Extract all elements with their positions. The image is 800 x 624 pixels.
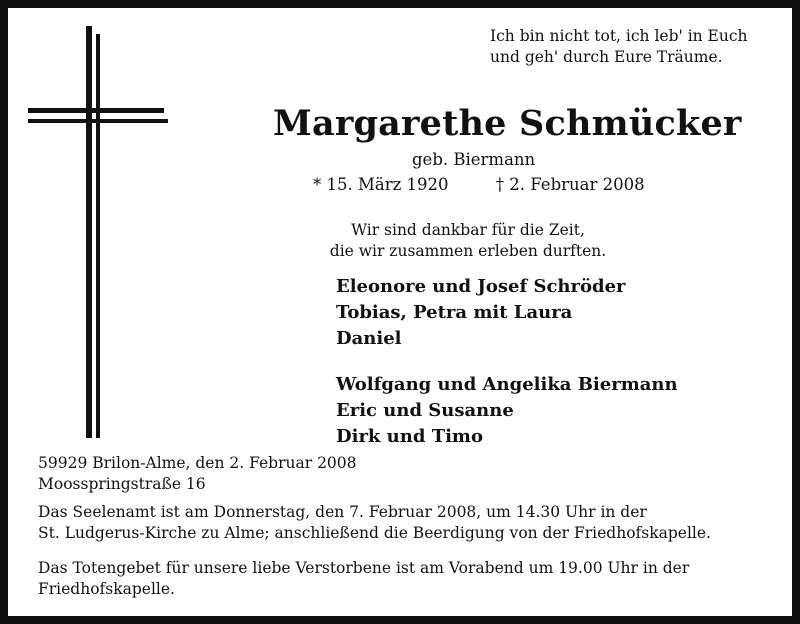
birth-date: * 15. März 1920 xyxy=(313,175,449,194)
quote-line: und geh' durch Eure Träume. xyxy=(490,48,723,66)
family-line: Wolfgang und Angelika Biermann xyxy=(336,374,678,395)
place-date-line: 59929 Brilon-Alme, den 2. Februar 2008 xyxy=(38,454,357,472)
family-line: Tobias, Petra mit Laura xyxy=(336,302,573,323)
born-name: geb. Biermann xyxy=(412,150,536,169)
cross-icon xyxy=(28,26,178,446)
address-line: Moosspringstraße 16 xyxy=(38,475,206,493)
family-line: Eric und Susanne xyxy=(336,400,514,421)
quote xyxy=(490,26,790,68)
quote-line: Ich bin nicht tot, ich leb' in Euch xyxy=(490,27,748,45)
thanks-text xyxy=(328,220,608,262)
life-dates xyxy=(313,175,645,194)
family-line: Dirk und Timo xyxy=(336,426,483,447)
family-line: Eleonore und Josef Schröder xyxy=(336,276,626,297)
service-info xyxy=(38,502,778,544)
service-line: St. Ludgerus-Kirche zu Alme; anschließend die Beerdigung von der Friedhofskapelle. xyxy=(38,524,711,542)
place-date xyxy=(38,453,778,495)
prayer-info xyxy=(38,558,778,600)
service-line: Das Seelenamt ist am Donnerstag, den 7. Februar 2008, um 14.30 Uhr in der xyxy=(38,503,647,521)
family-line: Daniel xyxy=(336,328,402,349)
death-date: † 2. Februar 2008 xyxy=(495,175,645,194)
family-group-1 xyxy=(336,274,626,352)
thanks-line: die wir zusammen erleben durften. xyxy=(329,242,607,260)
deceased-name: Margarethe Schmücker xyxy=(273,103,742,144)
thanks-line: Wir sind dankbar für die Zeit, xyxy=(351,221,585,239)
prayer-line: Das Totengebet für unsere liebe Verstorbene ist am Vorabend um 19.00 Uhr in der xyxy=(38,559,690,577)
prayer-line: Friedhofskapelle. xyxy=(38,580,175,598)
family-group-2 xyxy=(336,372,678,450)
